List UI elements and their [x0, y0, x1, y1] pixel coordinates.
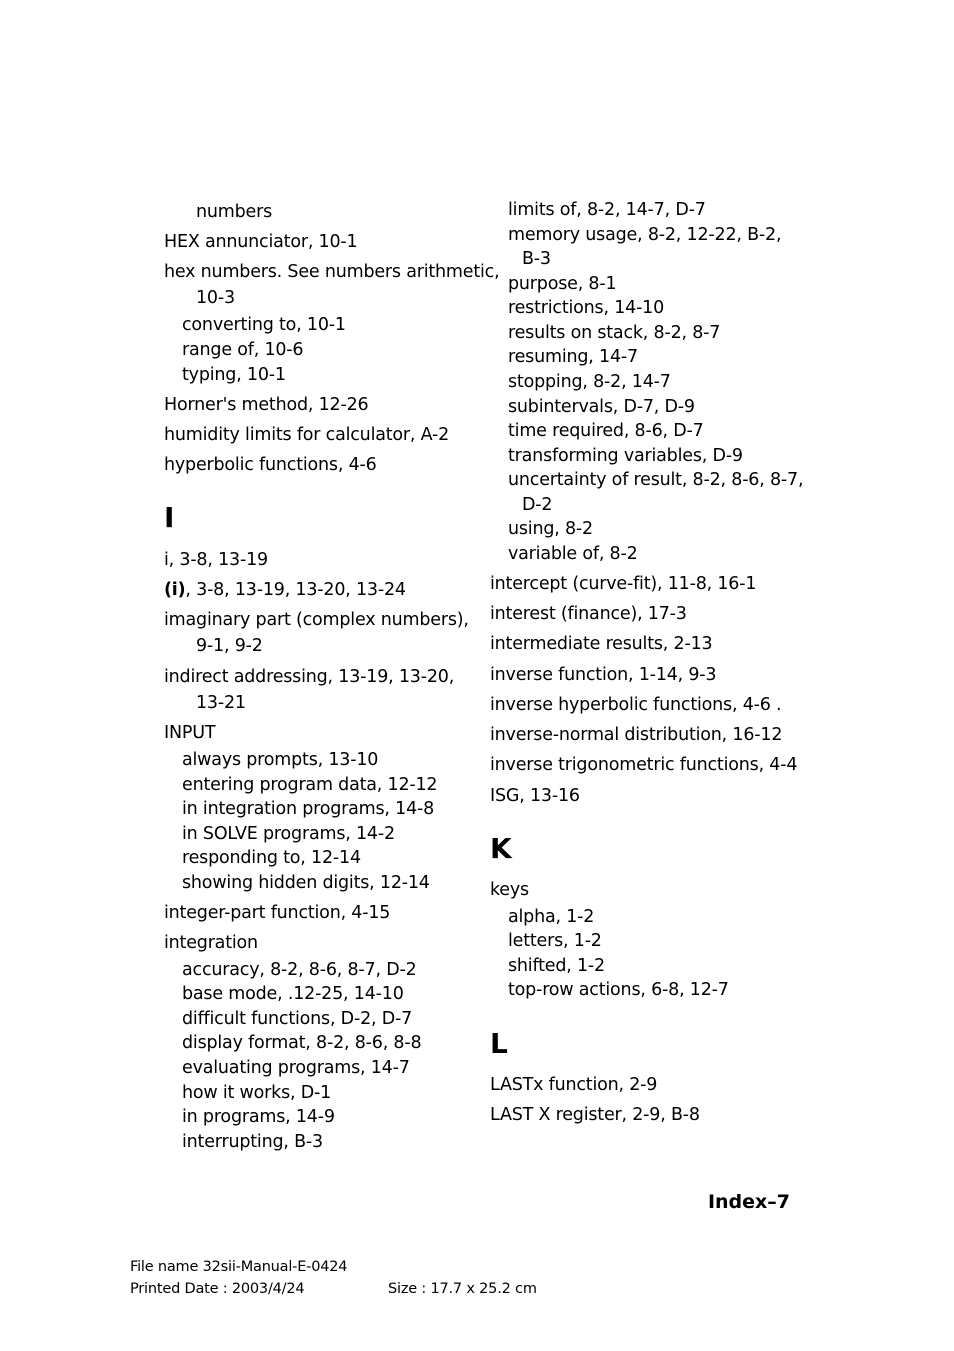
index-continuation: numbers: [196, 202, 273, 222]
index-subentry: converting to, 10-1: [182, 315, 346, 335]
index-entry: inverse trigonometric functions, 4-4: [490, 755, 798, 775]
index-entry: inverse function, 1-14, 9-3: [490, 665, 717, 685]
index-subentry: stopping, 8-2, 14-7: [508, 372, 671, 392]
index-subentry: in SOLVE programs, 14-2: [182, 824, 395, 844]
index-entry: inverse-normal distribution, 16-12: [490, 725, 783, 745]
index-entry-text: , 3-8, 13-19, 13-20, 13-24: [185, 580, 406, 600]
index-entry: LAST X register, 2-9, B-8: [490, 1105, 700, 1125]
index-subentry: evaluating programs, 14-7: [182, 1058, 410, 1078]
index-subentry: entering program data, 12-12: [182, 775, 438, 795]
index-subentry: difficult functions, D-2, D-7: [182, 1009, 413, 1029]
index-entry: ISG, 13-16: [490, 786, 580, 806]
index-subentry: in programs, 14-9: [182, 1107, 335, 1127]
print-footer: [130, 1256, 537, 1300]
index-subentry: memory usage, 8-2, 12-22, B-2,: [508, 225, 782, 245]
index-entry: humidity limits for calculator, A-2: [164, 425, 450, 445]
index-subentry: shifted, 1-2: [508, 956, 605, 976]
footer-size: Size : 17.7 x 25.2 cm: [388, 1281, 537, 1297]
index-subentry: uncertainty of result, 8-2, 8-6, 8-7,: [508, 470, 804, 490]
index-subentry: restrictions, 14-10: [508, 298, 665, 318]
index-subentry: always prompts, 13-10: [182, 750, 379, 770]
index-entry: hex numbers. See numbers arithmetic,: [164, 262, 500, 282]
index-entry: interest (finance), 17-3: [490, 604, 687, 624]
index-subentry: subintervals, D-7, D-9: [508, 397, 695, 417]
index-subentry: alpha, 1-2: [508, 907, 595, 927]
index-subentry: display format, 8-2, 8-6, 8-8: [182, 1033, 422, 1053]
index-entry: intercept (curve-fit), 11-8, 16-1: [490, 574, 757, 594]
footer-print-row: [130, 1278, 537, 1300]
index-entry: inverse hyperbolic functions, 4-6 .: [490, 695, 782, 715]
index-entry: keys: [490, 880, 529, 900]
index-subentry: variable of, 8-2: [508, 544, 638, 564]
index-entry: indirect addressing, 13-19, 13-20,: [164, 667, 455, 687]
index-continuation: D-2: [522, 495, 553, 515]
index-continuation: 9-1, 9-2: [196, 636, 263, 656]
index-entry: hyperbolic functions, 4-6: [164, 455, 377, 475]
section-letter-heading: I: [164, 501, 175, 534]
index-continuation: 10-3: [196, 288, 235, 308]
index-continuation: 13-21: [196, 693, 246, 713]
footer-printed-date: Printed Date : 2003/4/24: [130, 1281, 305, 1297]
index-subentry: resuming, 14-7: [508, 347, 638, 367]
index-subentry: accuracy, 8-2, 8-6, 8-7, D-2: [182, 960, 417, 980]
index-subentry: base mode, .12-25, 14-10: [182, 984, 404, 1004]
index-subentry: top-row actions, 6-8, 12-7: [508, 980, 729, 1000]
index-entry: LASTx function, 2-9: [490, 1075, 658, 1095]
index-subentry: using, 8-2: [508, 519, 593, 539]
section-letter-heading: K: [490, 832, 512, 865]
index-subentry: results on stack, 8-2, 8-7: [508, 323, 721, 343]
index-subentry: responding to, 12-14: [182, 848, 361, 868]
index-entry: HEX annunciator, 10-1: [164, 232, 358, 252]
index-subentry: transforming variables, D-9: [508, 446, 743, 466]
index-subentry: how it works, D-1: [182, 1083, 332, 1103]
index-continuation: B-3: [522, 249, 551, 269]
index-entry: integer-part function, 4-15: [164, 903, 391, 923]
index-subentry: interrupting, B-3: [182, 1132, 323, 1152]
index-subentry: typing, 10-1: [182, 365, 286, 385]
index-subentry: time required, 8-6, D-7: [508, 421, 704, 441]
index-entry: integration: [164, 933, 258, 953]
index-entry: imaginary part (complex numbers),: [164, 610, 469, 630]
index-entry: Horner's method, 12-26: [164, 395, 369, 415]
index-subentry: showing hidden digits, 12-14: [182, 873, 430, 893]
index-entry: i, 3-8, 13-19: [164, 550, 268, 570]
index-entry: [164, 579, 406, 601]
index-subentry: purpose, 8-1: [508, 274, 617, 294]
index-entry: INPUT: [164, 723, 216, 743]
index-entry: intermediate results, 2-13: [490, 634, 713, 654]
section-letter-heading: L: [490, 1027, 508, 1060]
index-subentry: letters, 1-2: [508, 931, 602, 951]
page-number: Index–7: [707, 1191, 790, 1213]
index-subentry: in integration programs, 14-8: [182, 799, 435, 819]
footer-file-name: File name 32sii-Manual-E-0424: [130, 1259, 348, 1275]
index-subentry: range of, 10-6: [182, 340, 304, 360]
register-symbol: (i): [164, 580, 186, 600]
index-subentry: limits of, 8-2, 14-7, D-7: [508, 200, 706, 220]
